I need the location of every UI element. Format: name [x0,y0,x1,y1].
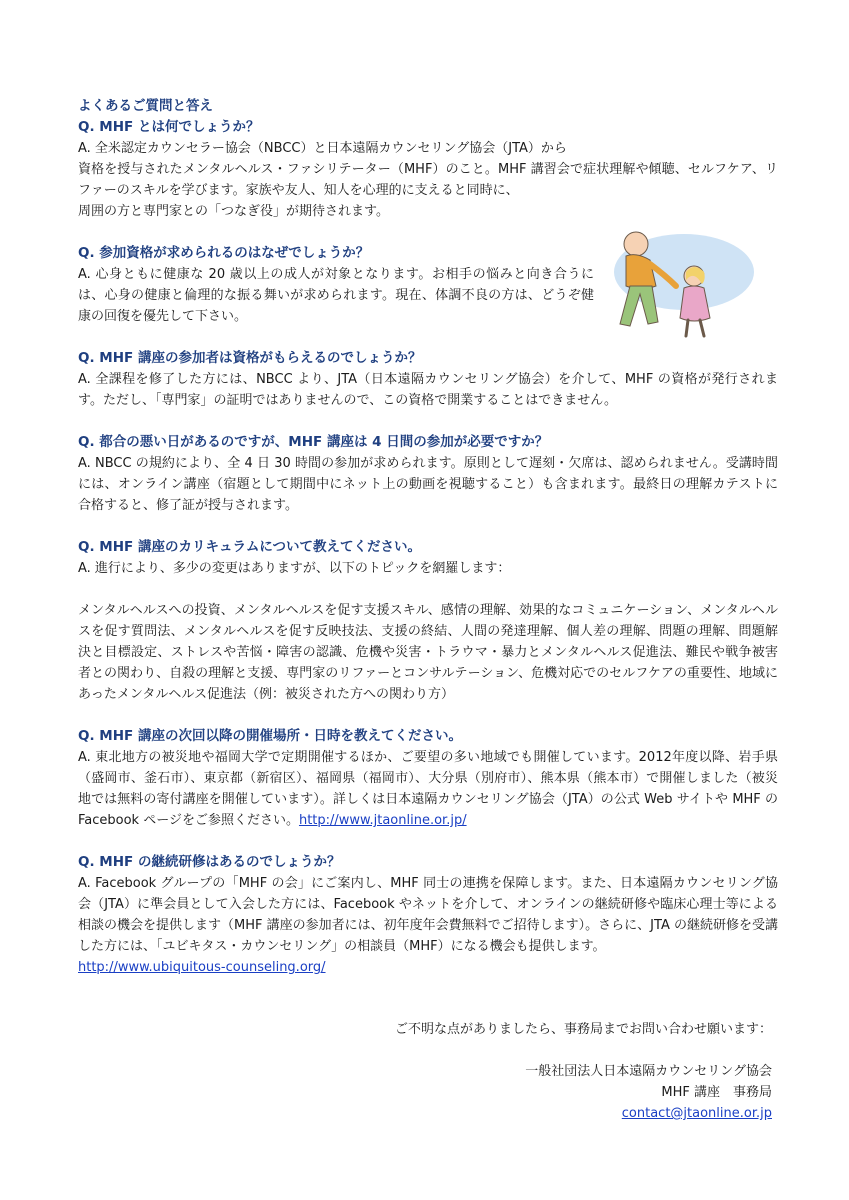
org-name: 一般社団法人日本遠隔カウンセリング協会 [525,1064,772,1079]
answer-6 [78,747,778,831]
question-5: Q. MHF 講座のカリキュラムについて教えてください。 [78,539,422,555]
contact-email-link[interactable]: contact@jtaonline.or.jp [621,1106,772,1121]
question-1: Q. MHF とは何でしょうか？ [78,119,260,135]
footer-contact [78,1019,772,1124]
answer-5 [78,558,778,579]
org-block [78,1061,772,1124]
question-7: Q. MHF の継続研修はあるのでしょうか？ [78,854,341,870]
answer-2 [78,264,594,327]
question-2: Q. 参加資格が求められるのはなぜでしょうか？ [78,245,370,261]
page-title: よくあるご質問と答え [78,98,213,114]
closing-line: ご不明な点がありましたら、事務局までお問い合わせ願います： [394,1022,772,1037]
answer-3-text: A. 全課程を修了した方には、NBCC より、JTA（日本遠隔カウンセリング協会）を介して、MHF の資格が発行されます。ただし、「専門家」の証明ではありませんので、この資格で開業することはできません。 [78,372,778,408]
dept-name: MHF 講座 事務局 [661,1085,772,1100]
answer-1 [78,138,778,222]
question-6: Q. MHF 講座の次回以降の開催場所・日時を教えてください。 [78,728,462,744]
father-child-walking-illustration [596,224,756,344]
question-4: Q. 都合の悪い日があるのですが、MHF 講座は 4 日間の参加が必要ですか？ [78,434,549,450]
answer-7-text: A. Facebook グループの「MHF の会」にご案内し、MHF 同士の連携を保障します。また、日本遠隔カウンセリング協会（JTA）に準会員として入会した方には、Facebook やネットを介して、オンラインの継続研修や臨床心理士等による相談の機会を提供します（MHF 講座の参加者には、初年度年会費無料でご招待します）。さらに、JTA の継続研修を受講した方には、「ユビキタス・カウンセリング」の相談員（MHF）になる機会も提供します。 [78,876,778,954]
answer-5-intro: A. 進行により、多少の変更はありますが、以下のトピックを網羅します： [78,561,511,576]
answer-2-text: A. 心身ともに健康な 20 歳以上の成人が対象となります。お相手の悩みと向き合うには、心身の健康と倫理的な振る舞いが求められます。現在、体調不良の方は、どうぞ健康の回復を優先して下さい。 [78,267,594,324]
answer-7 [78,873,778,978]
curriculum-topics [78,600,778,705]
jta-website-link[interactable]: http://www.jtaonline.or.jp/ [298,813,467,828]
answer-1-line-3: 周囲の方と専門家との「つなぎ役」が期待されます。 [78,204,389,219]
answer-1-line-2: 資格を授与されたメンタルヘルス・ファシリテーター（MHF）のこと。MHF 講習会で症状理解や傾聴、セルフケア、リファーのスキルを学びます。家族や友人、知人を心理的に支えると同時に、 [78,162,778,198]
ubiquitous-counseling-link[interactable]: http://www.ubiquitous-counseling.org/ [78,960,326,975]
answer-3 [78,369,778,411]
adult-head-icon [624,232,648,256]
answer-4-text: A. NBCC の規約により、全 4 日 30 時間の参加が求められます。原則として遅刻・欠席は、認められません。受講時間には、オンライン講座（宿題として期間中にネット上の動画を視聴すること）も含まれます。最終日の理解カテストに合格すると、修了証が授与されます。 [78,456,778,513]
question-3: Q. MHF 講座の参加者は資格がもらえるのでしょうか？ [78,350,422,366]
answer-6-text: A. 東北地方の被災地や福岡大学で定期開催するほか、ご要望の多い地域でも開催しています。2012年度以降、岩手県（盛岡市、釜石市）、東京都（新宿区）、福岡県（福岡市）、大分県（別府市）、熊本県（熊本市）で開催しました（被災地では無料の寄付講座を開催しています）。詳しくは日本遠隔カウンセリング協会（JTA）の公式 Web サイトや MHF の Facebook ページをご参照ください。 [78,750,778,828]
curriculum-topics-text: メンタルヘルスへの投資、メンタルヘルスを促す支援スキル、感情の理解、効果的なコミュニケーション、メンタルヘルスを促す質問法、メンタルヘルスを促す反映技法、支援の終結、人間の発達理解、個人差の理解、問題の理解、問題解決と目標設定、ストレスや苦悩・障害の認識、危機や災害・トラウマ・暴力とメンタルヘルス促進法、難民や戦争被害者との関わり、自殺の理解と支援、専門家のリファーとコンサルテーション、危機対応でのセルフケアの重要性、地域にあったメンタルヘルス促進法（例：被災された方への関わり方） [78,603,778,702]
child-legs [686,320,704,336]
illustration-svg [596,224,756,344]
answer-1-line-1: A. 全米認定カウンセラー協会（NBCC）と日本遠隔カウンセリング協会（JTA）から [78,141,567,156]
answer-4 [78,453,778,516]
